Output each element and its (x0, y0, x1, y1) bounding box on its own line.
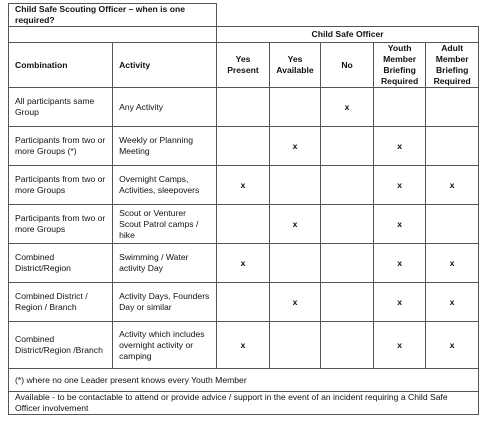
combination-cell: Participants from two or more Groups (9, 205, 113, 244)
mark-cell-no (321, 283, 374, 322)
mark-cell-yes-present (217, 283, 270, 322)
activity-cell: Overnight Camps, Activities, sleepovers (113, 166, 217, 205)
mark-cell-yes-available (269, 244, 321, 283)
header-yes-available: Yes Available (269, 43, 321, 88)
mark-cell-no (321, 127, 374, 166)
table-row (9, 88, 479, 127)
activity-cell: Activity which includes overnight activity or camping (113, 322, 217, 369)
header-combination: Combination (9, 43, 113, 88)
mark-cell-youth: x (373, 322, 426, 369)
activity-cell: Scout or Venturer Scout Patrol camps / hike (113, 205, 217, 244)
mark-cell-youth (373, 88, 426, 127)
activity-cell: Activity Days, Founders Day or similar (113, 283, 217, 322)
mark-cell-adult: x (426, 244, 479, 283)
mark-cell-adult: x (426, 166, 479, 205)
header-adult-briefing: Adult Member Briefing Required (426, 43, 479, 88)
mark-cell-adult: x (426, 283, 479, 322)
mark-cell-yes-present (217, 88, 270, 127)
mark-cell-youth: x (373, 205, 426, 244)
mark-cell-yes-present (217, 205, 270, 244)
mark-cell-yes-available: x (269, 205, 321, 244)
mark-cell-adult (426, 205, 479, 244)
mark-cell-adult (426, 88, 479, 127)
table-row (9, 283, 479, 322)
table-body (9, 88, 479, 369)
header-activity: Activity (113, 43, 217, 88)
mark-cell-adult (426, 127, 479, 166)
combination-cell: All participants same Group (9, 88, 113, 127)
mark-cell-youth: x (373, 244, 426, 283)
mark-cell-youth: x (373, 283, 426, 322)
header-no: No (321, 43, 374, 88)
mark-cell-no (321, 244, 374, 283)
combination-cell: Combined District / Region / Branch (9, 283, 113, 322)
mark-cell-yes-available: x (269, 127, 321, 166)
table-row (9, 322, 479, 369)
mark-cell-youth: x (373, 166, 426, 205)
combination-cell: Combined District/Region /Branch (9, 322, 113, 369)
mark-cell-yes-present: x (217, 322, 270, 369)
activity-cell: Weekly or Planning Meeting (113, 127, 217, 166)
table-row (9, 244, 479, 283)
table-row (9, 166, 479, 205)
mark-cell-yes-available (269, 166, 321, 205)
activity-cell: Swimming / Water activity Day (113, 244, 217, 283)
activity-cell: Any Activity (113, 88, 217, 127)
table-row (9, 127, 479, 166)
mark-cell-yes-available: x (269, 283, 321, 322)
mark-cell-yes-present: x (217, 166, 270, 205)
header-yes-present: Yes Present (217, 43, 270, 88)
mark-cell-no (321, 166, 374, 205)
table-row (9, 205, 479, 244)
combination-cell: Participants from two or more Groups (*) (9, 127, 113, 166)
footnote: Available - to be contactable to attend or provide advice / support in the event of an incident requiring a Child Safe Officer involvement (9, 392, 479, 415)
mark-cell-yes-present (217, 127, 270, 166)
header-youth-briefing: Youth Member Briefing Required (373, 43, 426, 88)
mark-cell-no (321, 322, 374, 369)
cso-requirements-table (8, 3, 479, 415)
mark-cell-yes-available (269, 322, 321, 369)
mark-cell-yes-available (269, 88, 321, 127)
cso-group-header: Child Safe Officer (217, 27, 479, 43)
mark-cell-yes-present: x (217, 244, 270, 283)
mark-cell-no: x (321, 88, 374, 127)
mark-cell-no (321, 205, 374, 244)
mark-cell-adult: x (426, 322, 479, 369)
table-caption: Child Safe Scouting Officer – when is one required? (9, 4, 217, 27)
combination-cell: Combined District/Region (9, 244, 113, 283)
mark-cell-youth: x (373, 127, 426, 166)
asterisk-note: (*) where no one Leader present knows every Youth Member (9, 369, 479, 392)
combination-cell: Participants from two or more Groups (9, 166, 113, 205)
